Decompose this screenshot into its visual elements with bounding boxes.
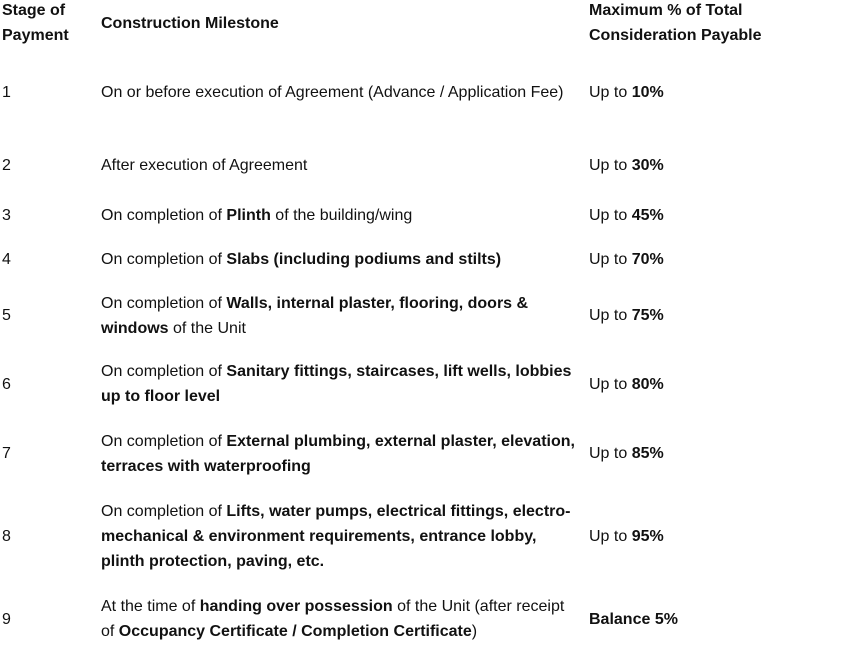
construction-milestone bbox=[101, 349, 589, 419]
milestone-text: On completion of bbox=[101, 432, 227, 450]
stage-number: 4 bbox=[2, 251, 11, 268]
milestone-bold-text: Plinth bbox=[226, 206, 271, 224]
payable-percentage: 75% bbox=[631, 307, 664, 324]
payable-percentage: 80% bbox=[631, 375, 664, 393]
stage-number: 8 bbox=[2, 527, 11, 545]
milestone-text: On completion of bbox=[101, 363, 227, 380]
payable-prefix: Up to bbox=[589, 445, 632, 462]
construction-milestone bbox=[101, 488, 589, 584]
header-stage-line-2: Payment bbox=[2, 27, 69, 44]
payable-prefix: Up to bbox=[589, 84, 632, 101]
milestone-text: At the time of bbox=[101, 598, 200, 615]
header-maximum-line-2: Consideration Payable bbox=[589, 27, 762, 44]
stage-number: 5 bbox=[2, 307, 11, 324]
payment-rows bbox=[2, 48, 852, 654]
table-row bbox=[2, 48, 852, 137]
construction-milestone bbox=[101, 584, 589, 654]
construction-milestone bbox=[101, 282, 589, 349]
milestone-text: of the building/wing bbox=[270, 206, 413, 224]
payable-percentage: 95% bbox=[631, 527, 664, 545]
payable-prefix: Up to bbox=[589, 156, 632, 174]
header-maximum bbox=[589, 0, 852, 48]
payable-prefix: Up to bbox=[589, 527, 632, 545]
header-stage bbox=[2, 0, 101, 48]
payable-prefix: Up to bbox=[589, 307, 632, 324]
milestone-bold-text: Occupancy Certificate / Completion Certificate bbox=[118, 623, 472, 640]
milestone-bold-text: Lifts, water pumps, electrical fittings, electro-mechanical & environment requirements, entrance lobby, plinth protection, paving, etc. bbox=[101, 502, 571, 570]
table-row bbox=[2, 237, 852, 282]
stage-number: 3 bbox=[2, 206, 11, 224]
table-row bbox=[2, 193, 852, 237]
milestone-text: On or before execution of Agreement (Advance / Application Fee) bbox=[101, 84, 564, 101]
construction-milestone bbox=[101, 419, 589, 488]
milestone-bold-text: Sanitary fittings, staircases, lift wells, lobbies up to floor level bbox=[101, 363, 572, 405]
payable-prefix: Up to bbox=[589, 206, 632, 224]
maximum-payable bbox=[589, 48, 852, 137]
table-row bbox=[2, 488, 852, 584]
payable-percentage: 70% bbox=[631, 251, 664, 268]
table-row bbox=[2, 419, 852, 488]
maximum-payable bbox=[589, 137, 852, 193]
milestone-bold-text: Slabs (including podiums and stilts) bbox=[226, 251, 502, 268]
construction-milestone bbox=[101, 237, 589, 282]
milestone-text: of the Unit bbox=[168, 319, 246, 337]
milestone-bold-text: handing over possession bbox=[199, 598, 393, 615]
construction-milestone bbox=[101, 48, 589, 137]
milestone-text: On completion of bbox=[101, 251, 227, 268]
milestone-bold-text: External plumbing, external plaster, elevation, terraces with waterproofing bbox=[101, 432, 575, 475]
header-milestone-text: Construction Milestone bbox=[101, 14, 279, 32]
construction-milestone bbox=[101, 193, 589, 237]
maximum-payable bbox=[589, 237, 852, 282]
milestone-bold-text: Walls, internal plaster, flooring, doors & windows bbox=[101, 294, 529, 337]
stage-number: 7 bbox=[2, 445, 11, 462]
milestone-text: On completion of bbox=[101, 294, 227, 312]
table-row bbox=[2, 584, 852, 654]
header-row bbox=[2, 0, 852, 48]
payable-percentage: 10% bbox=[631, 84, 664, 101]
construction-milestone bbox=[101, 137, 589, 193]
payable-prefix: Up to bbox=[589, 251, 632, 268]
table-row bbox=[2, 137, 852, 193]
milestone-text: After execution of Agreement bbox=[101, 156, 308, 174]
header-stage-line-1: Stage of bbox=[2, 2, 66, 19]
maximum-payable bbox=[589, 584, 852, 654]
payable-percentage: Balance 5% bbox=[589, 610, 678, 628]
header-maximum-line-1: Maximum % of Total bbox=[589, 2, 743, 19]
table-row bbox=[2, 349, 852, 419]
stage-number: 2 bbox=[2, 156, 11, 174]
milestone-text: On completion of bbox=[101, 206, 227, 224]
stage-number: 9 bbox=[2, 610, 11, 628]
maximum-payable bbox=[589, 193, 852, 237]
table-row bbox=[2, 282, 852, 349]
payable-prefix: Up to bbox=[589, 375, 632, 393]
milestone-text: ) bbox=[471, 623, 478, 640]
maximum-payable bbox=[589, 349, 852, 419]
maximum-payable bbox=[589, 488, 852, 584]
stage-number: 1 bbox=[2, 84, 11, 101]
payable-percentage: 45% bbox=[631, 206, 664, 224]
stage-number: 6 bbox=[2, 375, 11, 393]
payable-percentage: 85% bbox=[631, 445, 664, 462]
payable-percentage: 30% bbox=[631, 156, 664, 174]
payment-schedule-table bbox=[2, 0, 852, 654]
milestone-text: of the Unit (after receipt of bbox=[101, 598, 565, 640]
milestone-text: On completion of bbox=[101, 502, 227, 520]
maximum-payable bbox=[589, 282, 852, 349]
header-milestone bbox=[101, 0, 589, 48]
maximum-payable bbox=[589, 419, 852, 488]
